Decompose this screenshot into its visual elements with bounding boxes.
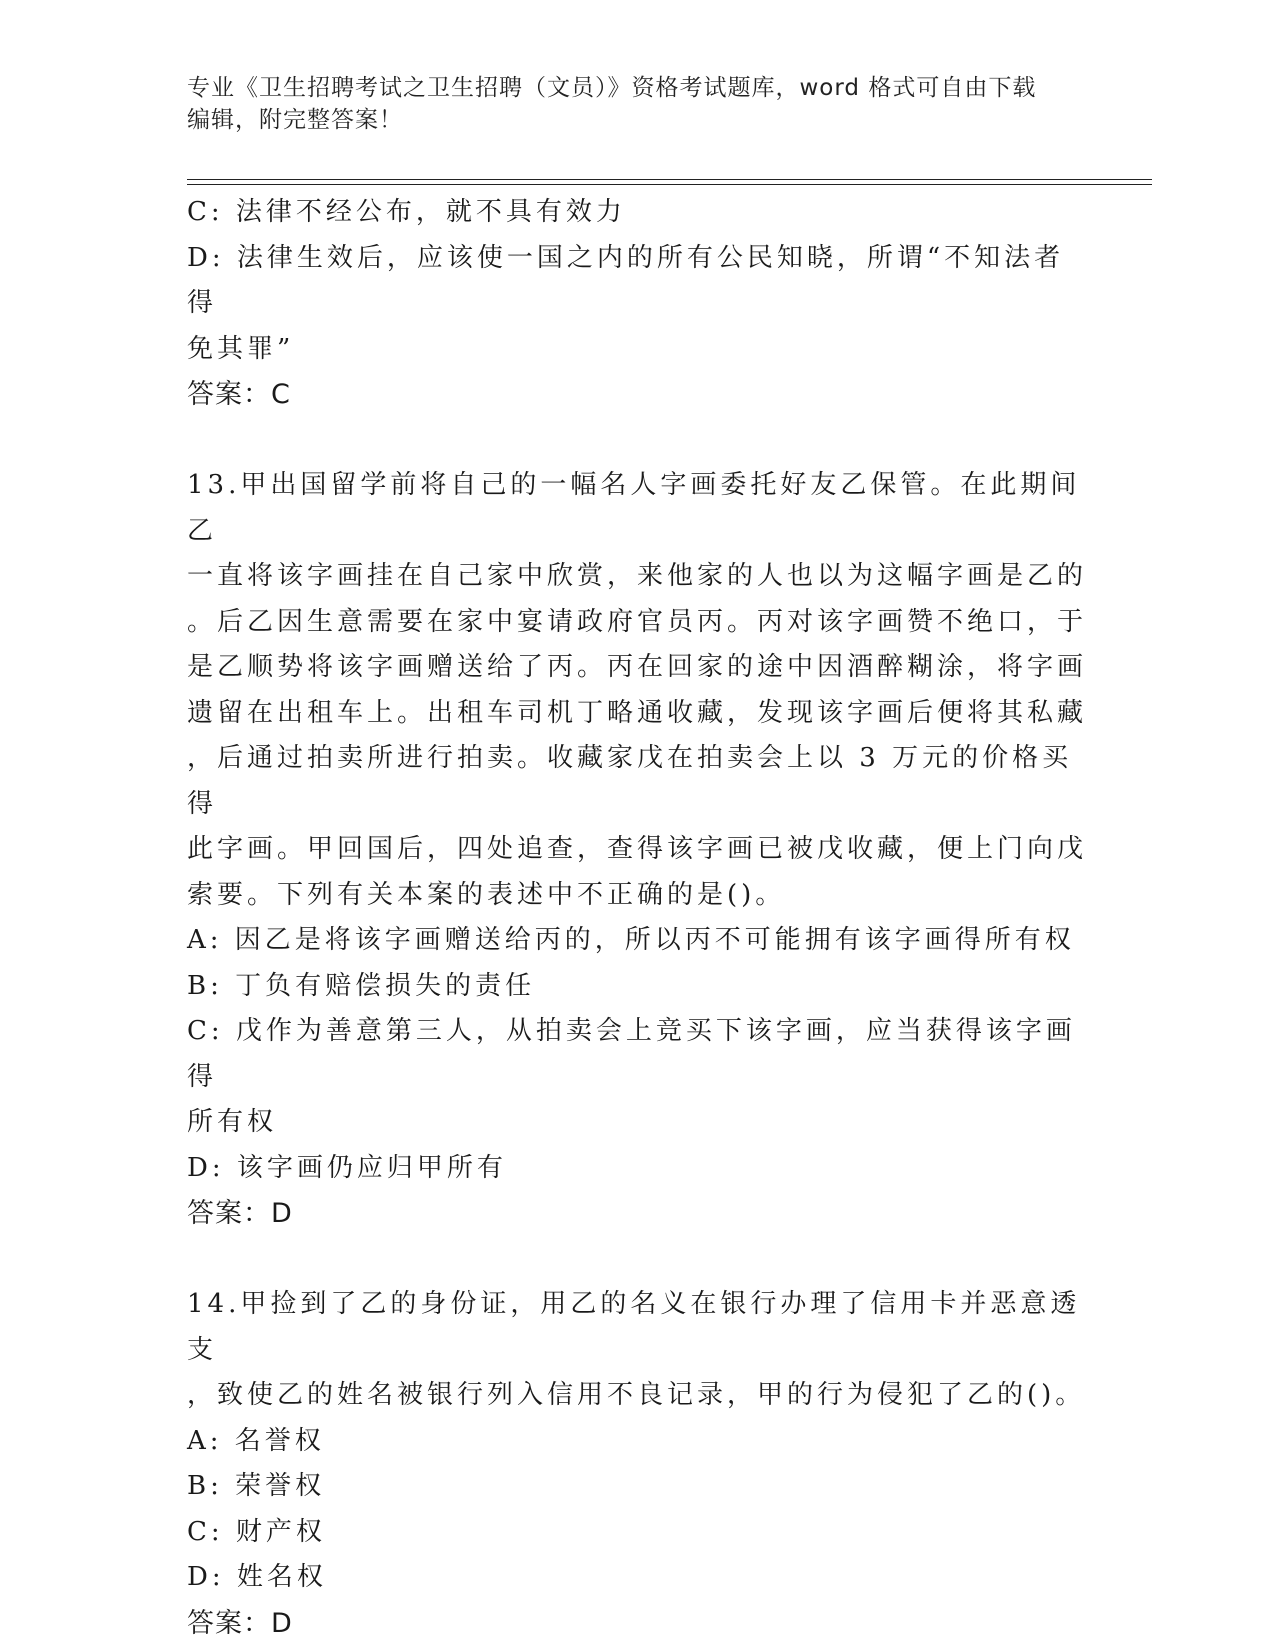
- q13-option-d: D: 该字画仍应归甲所有: [187, 1152, 507, 1183]
- header-line-2: 编辑，附完整答案！: [187, 107, 403, 133]
- q13-stem-line-5: 遗留在出租车上。出租车司机丁略通收藏，发现该字画后便将其私藏: [187, 697, 1088, 728]
- page-header: [187, 72, 1087, 136]
- q14-option-a: A: 名誉权: [187, 1425, 325, 1456]
- q12-option-d-line-1: D: 法律生效后，应该使一国之内的所有公民知晓，所谓“不知法者得: [187, 242, 1065, 318]
- q13-stem-line-4: 是乙顺势将该字画赠送给了丙。丙在回家的途中因酒醉糊涂，将字画: [187, 652, 1088, 682]
- q14-stem-line-2: ，致使乙的姓名被银行列入信用不良记录，甲的行为侵犯了乙的()。: [187, 1380, 1086, 1410]
- header-divider-top: [187, 179, 1152, 180]
- header-line-1: 专业《卫生招聘考试之卫生招聘（文员）》资格考试题库，word 格式可自由下载: [187, 75, 1037, 101]
- document-body: [187, 190, 1087, 1646]
- q12-answer: 答案：C: [187, 379, 291, 410]
- q13-option-a: A: 因乙是将该字画赠送给丙的，所以丙不可能拥有该字画得所有权: [187, 925, 1075, 955]
- q14-answer: 答案：D: [187, 1607, 293, 1639]
- q13-option-b: B: 丁负有赔偿损失的责任: [187, 970, 536, 1001]
- q13-stem-line-2: 一直将该字画挂在自己家中欣赏，来他家的人也以为这幅字画是乙的: [187, 561, 1088, 591]
- q13-stem-line-6: ，后通过拍卖所进行拍卖。收藏家戊在拍卖会上以 3 万元的价格买得: [187, 743, 1073, 819]
- q14-option-c: C: 财产权: [187, 1516, 326, 1547]
- q12-option-d-line-2: 免其罪”: [187, 333, 295, 364]
- q13-stem-line-8: 索要。下列有关本案的表述中不正确的是()。: [187, 879, 786, 910]
- q14-option-d: D: 姓名权: [187, 1562, 327, 1592]
- q14-option-b: B: 荣誉权: [187, 1471, 326, 1501]
- section-gap: [187, 418, 1087, 464]
- q14-stem-line-1: 14.甲捡到了乙的身份证，用乙的名义在银行办理了信用卡并恶意透支: [187, 1289, 1081, 1365]
- q13-stem-line-7: 此字画。甲回国后，四处追查，查得该字画已被戊收藏，便上门向戊: [187, 834, 1088, 864]
- q13-option-c-line-2: 所有权: [187, 1107, 278, 1137]
- q13-stem-line-1: 13.甲出国留学前将自己的一幅名人字画委托好友乙保管。在此期间乙: [187, 470, 1081, 546]
- header-divider-bottom: [187, 184, 1152, 185]
- q13-answer: 答案：D: [187, 1198, 293, 1229]
- section-gap: [187, 1237, 1087, 1283]
- q13-stem-line-3: 。后乙因生意需要在家中宴请政府官员丙。丙对该字画赞不绝口，于: [187, 606, 1088, 637]
- q13-option-c-line-1: C: 戊作为善意第三人，从拍卖会上竞买下该字画，应当获得该字画得: [187, 1016, 1076, 1092]
- q12-option-c: C: 法律不经公布，就不具有效力: [187, 197, 626, 227]
